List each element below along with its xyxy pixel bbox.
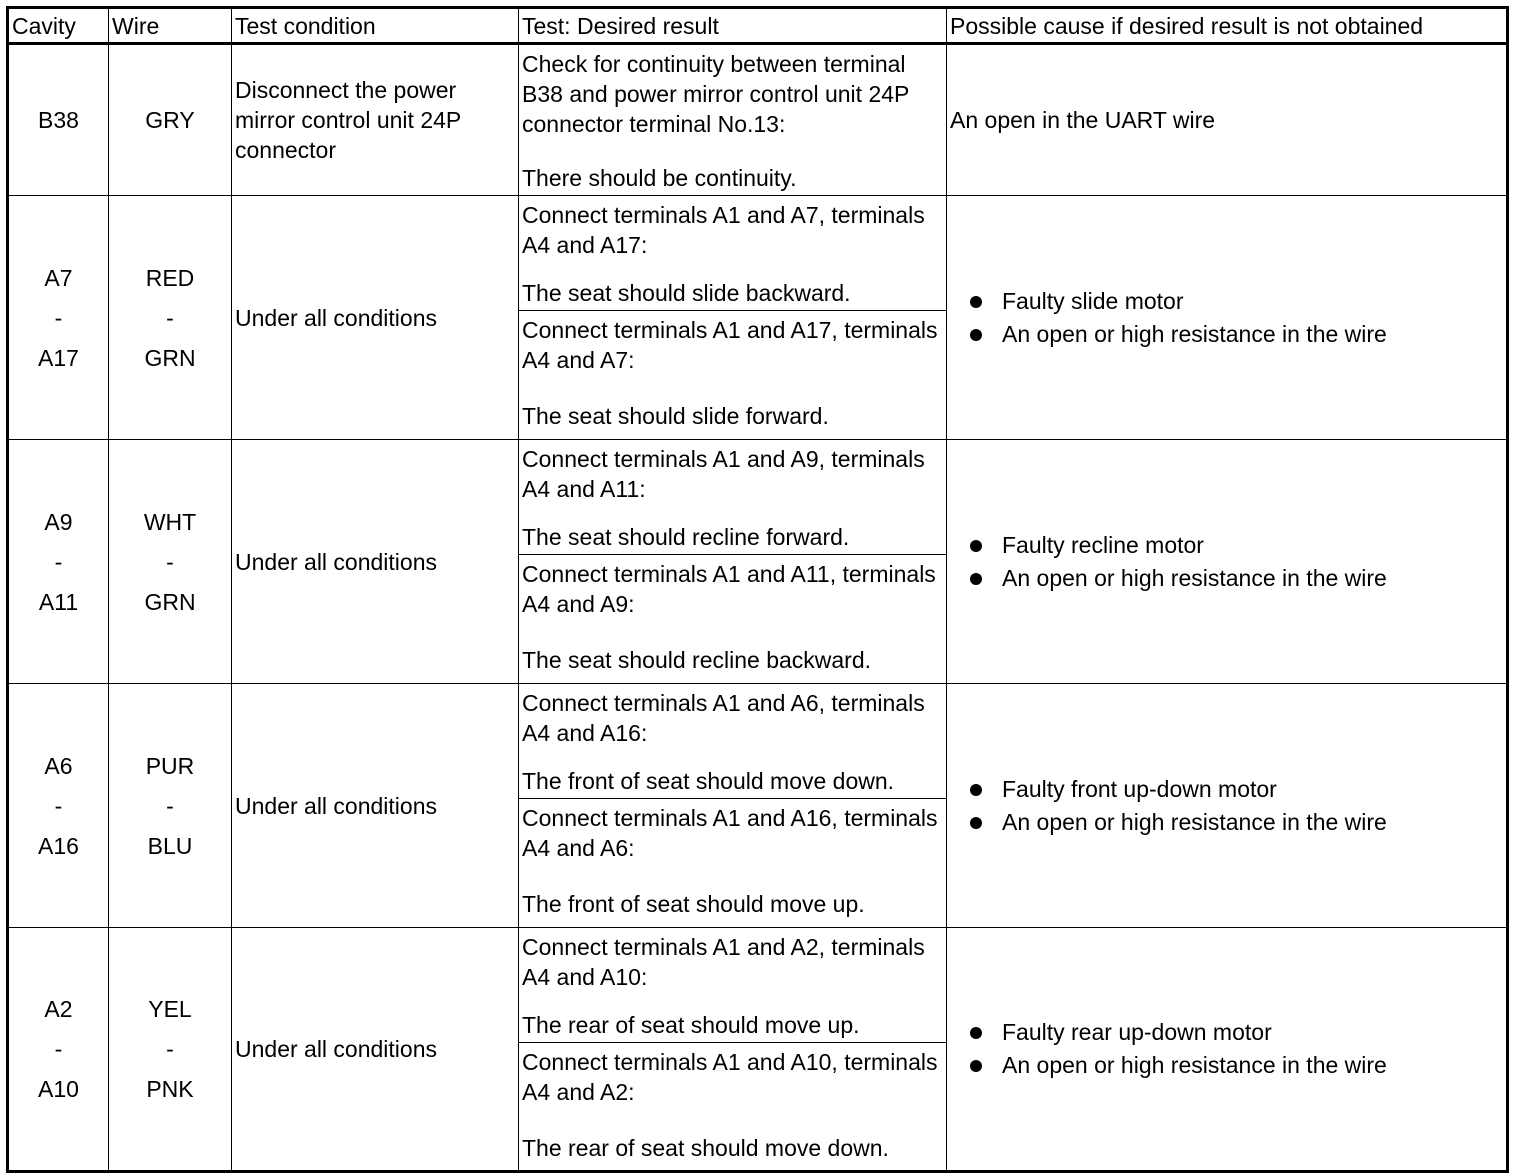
- result-expectation: The seat should slide backward.: [522, 280, 851, 306]
- table-row: [8, 684, 1508, 928]
- header-wire: Wire: [109, 8, 232, 44]
- wire-from: WHT: [143, 508, 197, 535]
- result-expectation: The rear of seat should move up.: [522, 1012, 860, 1038]
- result-instruction: Connect terminals A1 and A2, terminals A4 and A10:: [522, 934, 925, 990]
- header-test-condition: Test condition: [232, 8, 519, 44]
- cavity-cell: [8, 440, 109, 684]
- cavity-from: A6: [44, 752, 73, 779]
- result-instruction: Connect terminals A1 and A17, terminals A4 and A7:: [522, 317, 938, 373]
- wire-separator: -: [166, 1036, 174, 1062]
- cavity-to: A11: [38, 588, 79, 615]
- result-instruction: Connect terminals A1 and A16, terminals A4 and A6:: [522, 805, 938, 861]
- wire-to: GRN: [144, 588, 196, 615]
- cause-list: [950, 285, 1503, 351]
- desired-result-cell: [519, 928, 947, 1172]
- header-cavity: Cavity: [8, 8, 109, 44]
- wire-cell: [109, 196, 232, 440]
- result-expectation: The seat should recline forward.: [522, 524, 850, 550]
- result-instruction: Connect terminals A1 and A6, terminals A4 and A16:: [522, 690, 925, 746]
- list-item: An open or high resistance in the wire: [970, 806, 1503, 839]
- list-item: Faulty slide motor: [970, 285, 1503, 318]
- wire-separator: -: [166, 792, 174, 819]
- result-expectation: The rear of seat should move down.: [522, 1135, 889, 1161]
- test-condition-cell: Under all conditions: [232, 928, 519, 1172]
- cavity-cell: [8, 928, 109, 1172]
- header-possible-cause: Possible cause if desired result is not obtained: [947, 8, 1508, 44]
- test-condition-cell: Under all conditions: [232, 440, 519, 684]
- possible-cause-cell: An open in the UART wire: [947, 44, 1508, 196]
- cavity-from: A2: [44, 996, 73, 1022]
- desired-result-cell: [519, 684, 947, 928]
- test-condition-cell: Under all conditions: [232, 196, 519, 440]
- cavity-separator: -: [54, 304, 63, 331]
- cavity-separator: -: [54, 1036, 63, 1062]
- wire-separator: -: [166, 548, 174, 575]
- test-condition-cell: Under all conditions: [232, 684, 519, 928]
- result-expectation: The front of seat should move down.: [522, 768, 895, 794]
- header-row: [8, 8, 1508, 44]
- table-row: [8, 928, 1508, 1172]
- bullet-icon: [970, 573, 982, 585]
- cavity-to: A10: [38, 1076, 79, 1102]
- wire-cell: [109, 928, 232, 1172]
- cause-list: [950, 1016, 1503, 1082]
- result-expectation: The seat should slide forward.: [522, 403, 829, 429]
- list-item: An open or high resistance in the wire: [970, 1049, 1503, 1082]
- bullet-icon: [970, 817, 982, 829]
- desired-result-cell: [519, 440, 947, 684]
- list-item: Faulty front up-down motor: [970, 773, 1503, 806]
- result-expectation: The seat should recline backward.: [522, 647, 872, 673]
- wire-to: GRN: [144, 344, 196, 371]
- wire-from: PUR: [145, 752, 195, 779]
- header-desired-result: Test: Desired result: [519, 8, 947, 44]
- wire-cell: [109, 684, 232, 928]
- result-instruction: Connect terminals A1 and A11, terminals A4 and A9:: [522, 561, 936, 617]
- wire-cell: GRY: [109, 44, 232, 196]
- test-condition-cell: Disconnect the power mirror control unit 24P connector: [232, 44, 519, 196]
- bullet-icon: [970, 329, 982, 341]
- troubleshooting-table: [6, 6, 1509, 1173]
- table-row: [8, 196, 1508, 440]
- cavity-from: A9: [44, 508, 73, 535]
- result-instruction: Connect terminals A1 and A7, terminals A4 and A17:: [522, 202, 925, 258]
- list-item: Faulty rear up-down motor: [970, 1016, 1503, 1049]
- cavity-cell: [8, 196, 109, 440]
- table-row: [8, 440, 1508, 684]
- bullet-icon: [970, 296, 982, 308]
- wire-to: BLU: [147, 832, 193, 859]
- cavity-cell: B38: [8, 44, 109, 196]
- desired-result-cell: [519, 44, 947, 196]
- result-expectation: The front of seat should move up.: [522, 891, 865, 917]
- bullet-icon: [970, 1060, 982, 1072]
- bullet-icon: [970, 540, 982, 552]
- cavity-separator: -: [54, 792, 63, 819]
- cavity-cell: [8, 684, 109, 928]
- result-expectation: There should be continuity.: [522, 165, 797, 191]
- possible-cause-cell: [947, 684, 1508, 928]
- wire-from: YEL: [148, 996, 192, 1022]
- cavity-to: A16: [38, 832, 79, 859]
- cause-list: [950, 529, 1503, 595]
- bullet-icon: [970, 1027, 982, 1039]
- cavity-from: A7: [44, 264, 73, 291]
- list-item: An open or high resistance in the wire: [970, 318, 1503, 351]
- result-instruction: Connect terminals A1 and A9, terminals A4 and A11:: [522, 446, 925, 502]
- cause-list: [950, 773, 1503, 839]
- list-item: An open or high resistance in the wire: [970, 562, 1503, 595]
- possible-cause-cell: [947, 196, 1508, 440]
- result-instruction: Connect terminals A1 and A10, terminals A4 and A2:: [522, 1049, 938, 1105]
- wire-cell: [109, 440, 232, 684]
- result-instruction: Check for continuity between terminal B38 and power mirror control unit 24P connector terminal No.13:: [522, 51, 909, 137]
- bullet-icon: [970, 784, 982, 796]
- list-item: Faulty recline motor: [970, 529, 1503, 562]
- wire-to: PNK: [146, 1076, 194, 1102]
- wire-from: RED: [145, 264, 195, 291]
- table-row: [8, 44, 1508, 196]
- cavity-to: A17: [38, 344, 79, 371]
- wire-separator: -: [166, 304, 174, 331]
- desired-result-cell: [519, 196, 947, 440]
- possible-cause-cell: [947, 440, 1508, 684]
- cavity-separator: -: [54, 548, 63, 575]
- possible-cause-cell: [947, 928, 1508, 1172]
